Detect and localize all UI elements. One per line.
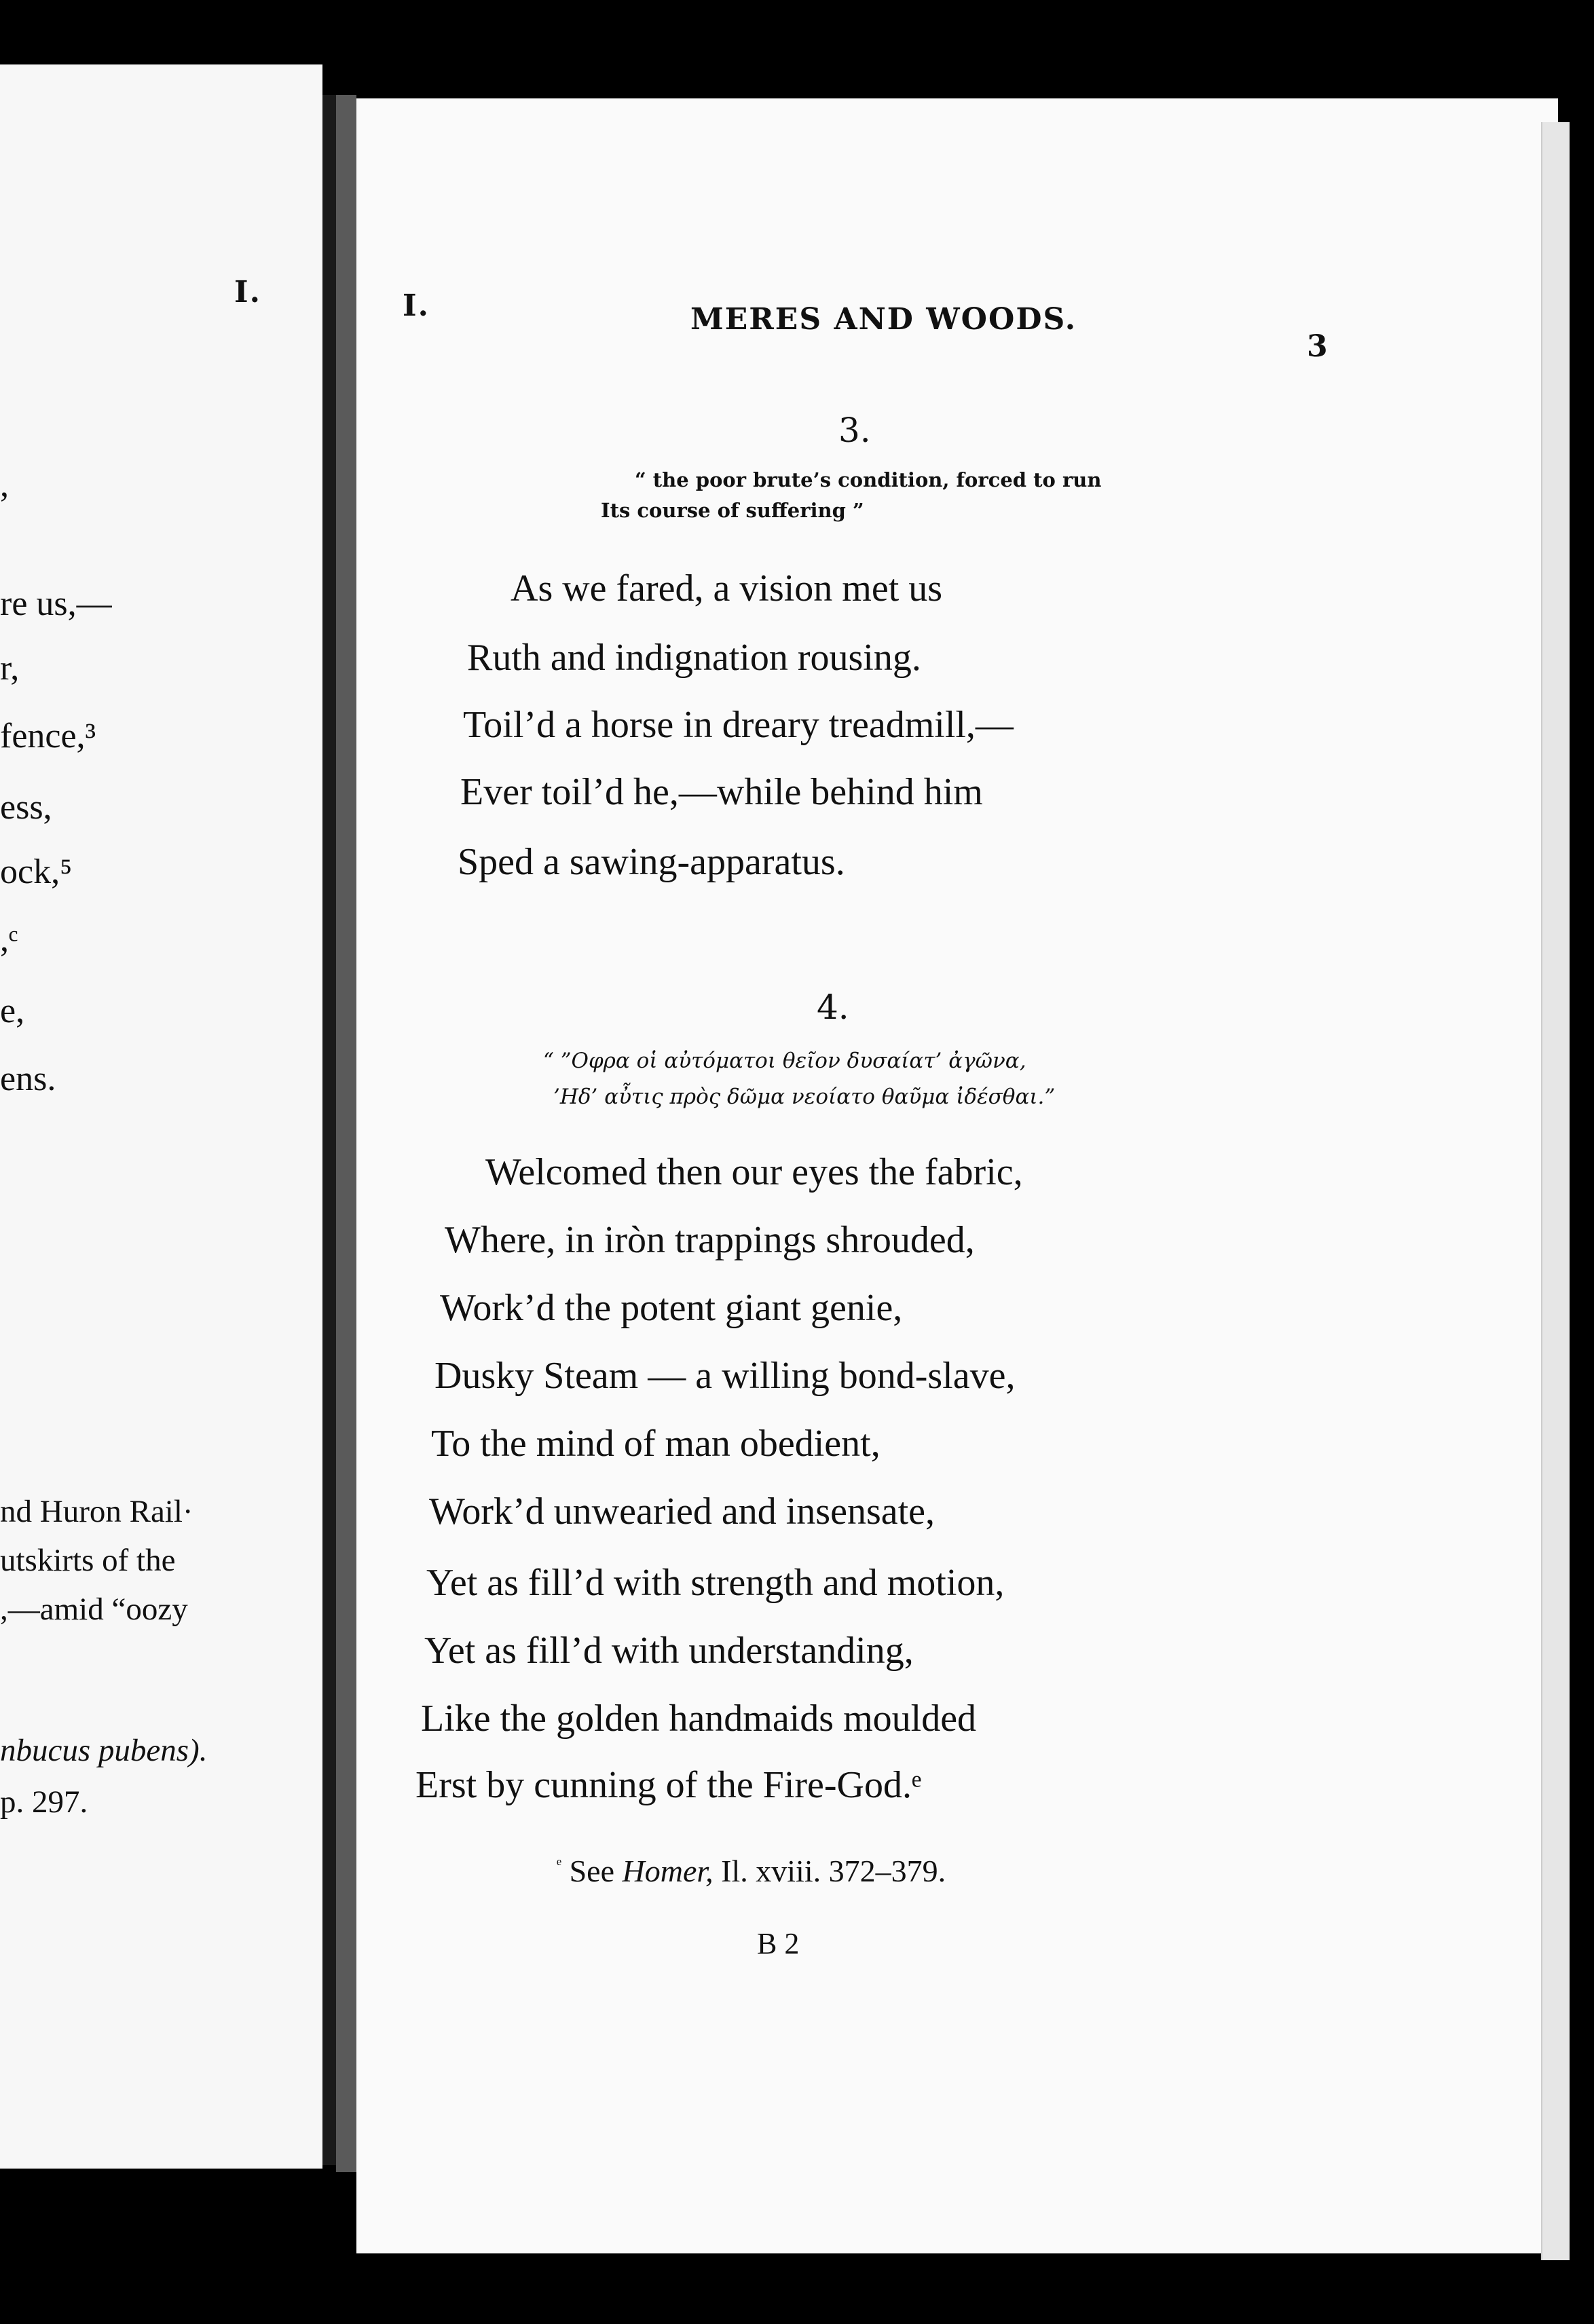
verse-line: Yet as fill’d with strength and motion, [426, 1562, 1005, 1604]
footnote-ref: Il. xviii. 372–379. [721, 1854, 946, 1888]
footnote-see: See [569, 1854, 614, 1888]
left-verse-line: re us,— [0, 584, 112, 623]
page-edge [1541, 122, 1570, 2260]
greek-epigraph-line: ’Ηδ’ αὖτις πρὸς δῶμα νεοίατο θαῦμα ἰδέσθαι.” [553, 1085, 1056, 1109]
verse-line: Ruth and indignation rousing. [467, 637, 921, 679]
left-verse-line: e, [0, 992, 25, 1030]
running-head: MERES AND WOODS. [690, 302, 1077, 337]
verse-line: Like the golden handmaids moulded [421, 1698, 977, 1740]
epigraph-line: Its course of suffering ” [601, 499, 864, 522]
left-note-line: nbucus pubens). [0, 1733, 208, 1768]
verse-line: To the mind of man obedient, [431, 1423, 881, 1465]
left-note-line: utskirts of the [0, 1543, 176, 1578]
left-verse-line: ,ᶜ [0, 920, 18, 959]
section-number: 4. [817, 988, 849, 1027]
left-running-head: I. [234, 275, 261, 310]
left-verse-line: ess, [0, 788, 52, 827]
footnote-author: Homer, [622, 1854, 713, 1888]
running-head-roman: I. [403, 288, 430, 323]
signature-mark: B 2 [757, 1927, 800, 1960]
left-verse-line: ock,⁵ [0, 852, 73, 891]
verse-line: Toil’d a horse in dreary treadmill,— [463, 704, 1014, 746]
left-note-line: ,—amid “oozy [0, 1592, 188, 1627]
left-verse-line: , [0, 466, 9, 504]
left-note-line: p. 297. [0, 1784, 88, 1820]
verse-line: Dusky Steam — a willing bond-slave, [434, 1355, 1016, 1397]
verse-line: Yet as fill’d with understanding, [424, 1630, 914, 1672]
greek-epigraph-line: “ ”Οφρα οἱ αὐτόματοι θεῖον δυσαίατ’ ἀγῶνα, [543, 1049, 1026, 1073]
epigraph-line: “ the poor brute’s condition, forced to run [635, 468, 1102, 491]
left-verse-line: r, [0, 649, 20, 688]
verse-line: Ever toil’d he,—while behind him [460, 771, 983, 813]
section-number: 3. [838, 411, 871, 450]
verse-line: Work’d the potent giant genie, [440, 1287, 903, 1329]
left-note-line: nd Huron Rail· [0, 1494, 193, 1529]
footnote [557, 1853, 946, 1889]
gutter-shadow [322, 95, 336, 2165]
book-spine [336, 95, 356, 2172]
left-verse-line: fence,³ [0, 717, 96, 755]
footnote-mark: ᵉ [557, 1853, 562, 1875]
left-verse-line: ens. [0, 1060, 56, 1098]
verse-line: Where, in iròn trappings shrouded, [445, 1219, 975, 1261]
verse-line: Welcomed then our eyes the fabric, [485, 1151, 1023, 1193]
verse-line: Erst by cunning of the Fire-God.ᵉ [415, 1764, 922, 1806]
verse-line: Sped a sawing-apparatus. [458, 841, 845, 883]
left-page [0, 64, 322, 2169]
page-number: 3 [1307, 329, 1329, 364]
verse-line: As we fared, a vision met us [511, 567, 943, 610]
verse-line: Work’d unwearied and insensate, [429, 1491, 935, 1533]
